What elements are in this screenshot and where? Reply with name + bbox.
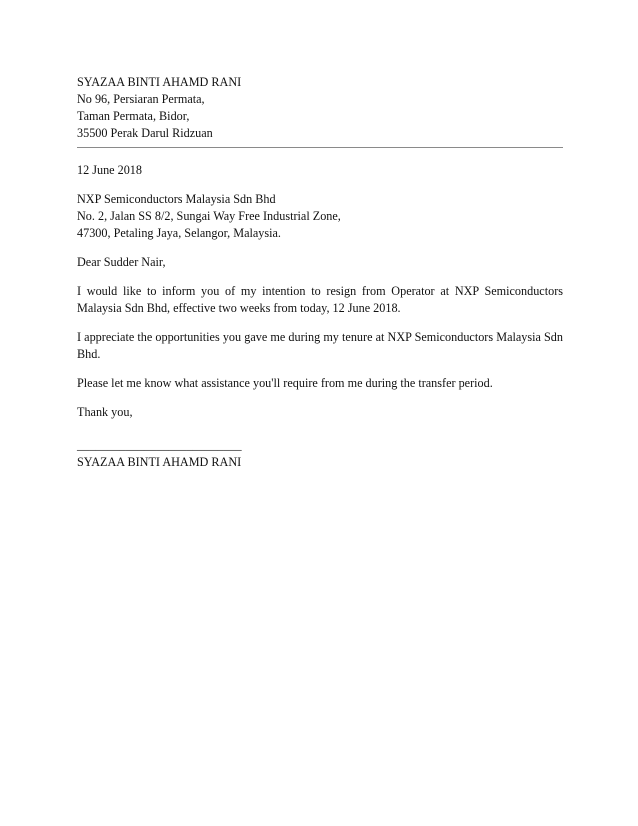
resignation-letter: [77, 74, 563, 471]
recipient-address-line: No. 2, Jalan SS 8/2, Sungai Way Free Industrial Zone,: [77, 209, 341, 223]
recipient-address-line: 47300, Petaling Jaya, Selangor, Malaysia.: [77, 226, 281, 240]
signature-line: ___________________________: [77, 438, 242, 452]
sender-address-line: Taman Permata, Bidor,: [77, 109, 190, 123]
signature-name: SYAZAA BINTI AHAMD RANI: [77, 455, 242, 469]
letter-date: 12 June 2018: [77, 163, 142, 177]
body-paragraph-2: I appreciate the opportunities you gave me during my tenure at NXP Semiconductors Malaysia Sdn Bhd.: [77, 330, 563, 361]
closing: Thank you,: [77, 405, 133, 419]
salutation: Dear Sudder Nair,: [77, 255, 166, 269]
body-paragraph-1: I would like to inform you of my intention to resign from Operator at NXP Semiconductors Malaysia Sdn Bhd, effective two weeks from today, 12 June 2018.: [77, 284, 563, 315]
sender-address-line: No 96, Persiaran Permata,: [77, 92, 205, 106]
sender-block: [77, 74, 563, 142]
header-divider: [77, 147, 563, 148]
recipient-company: NXP Semiconductors Malaysia Sdn Bhd: [77, 192, 276, 206]
body-paragraph-3: Please let me know what assistance you'll require from me during the transfer period.: [77, 376, 493, 390]
recipient-block: [77, 191, 563, 242]
sender-address-line: 35500 Perak Darul Ridzuan: [77, 126, 213, 140]
sender-name: SYAZAA BINTI AHAMD RANI: [77, 75, 242, 89]
